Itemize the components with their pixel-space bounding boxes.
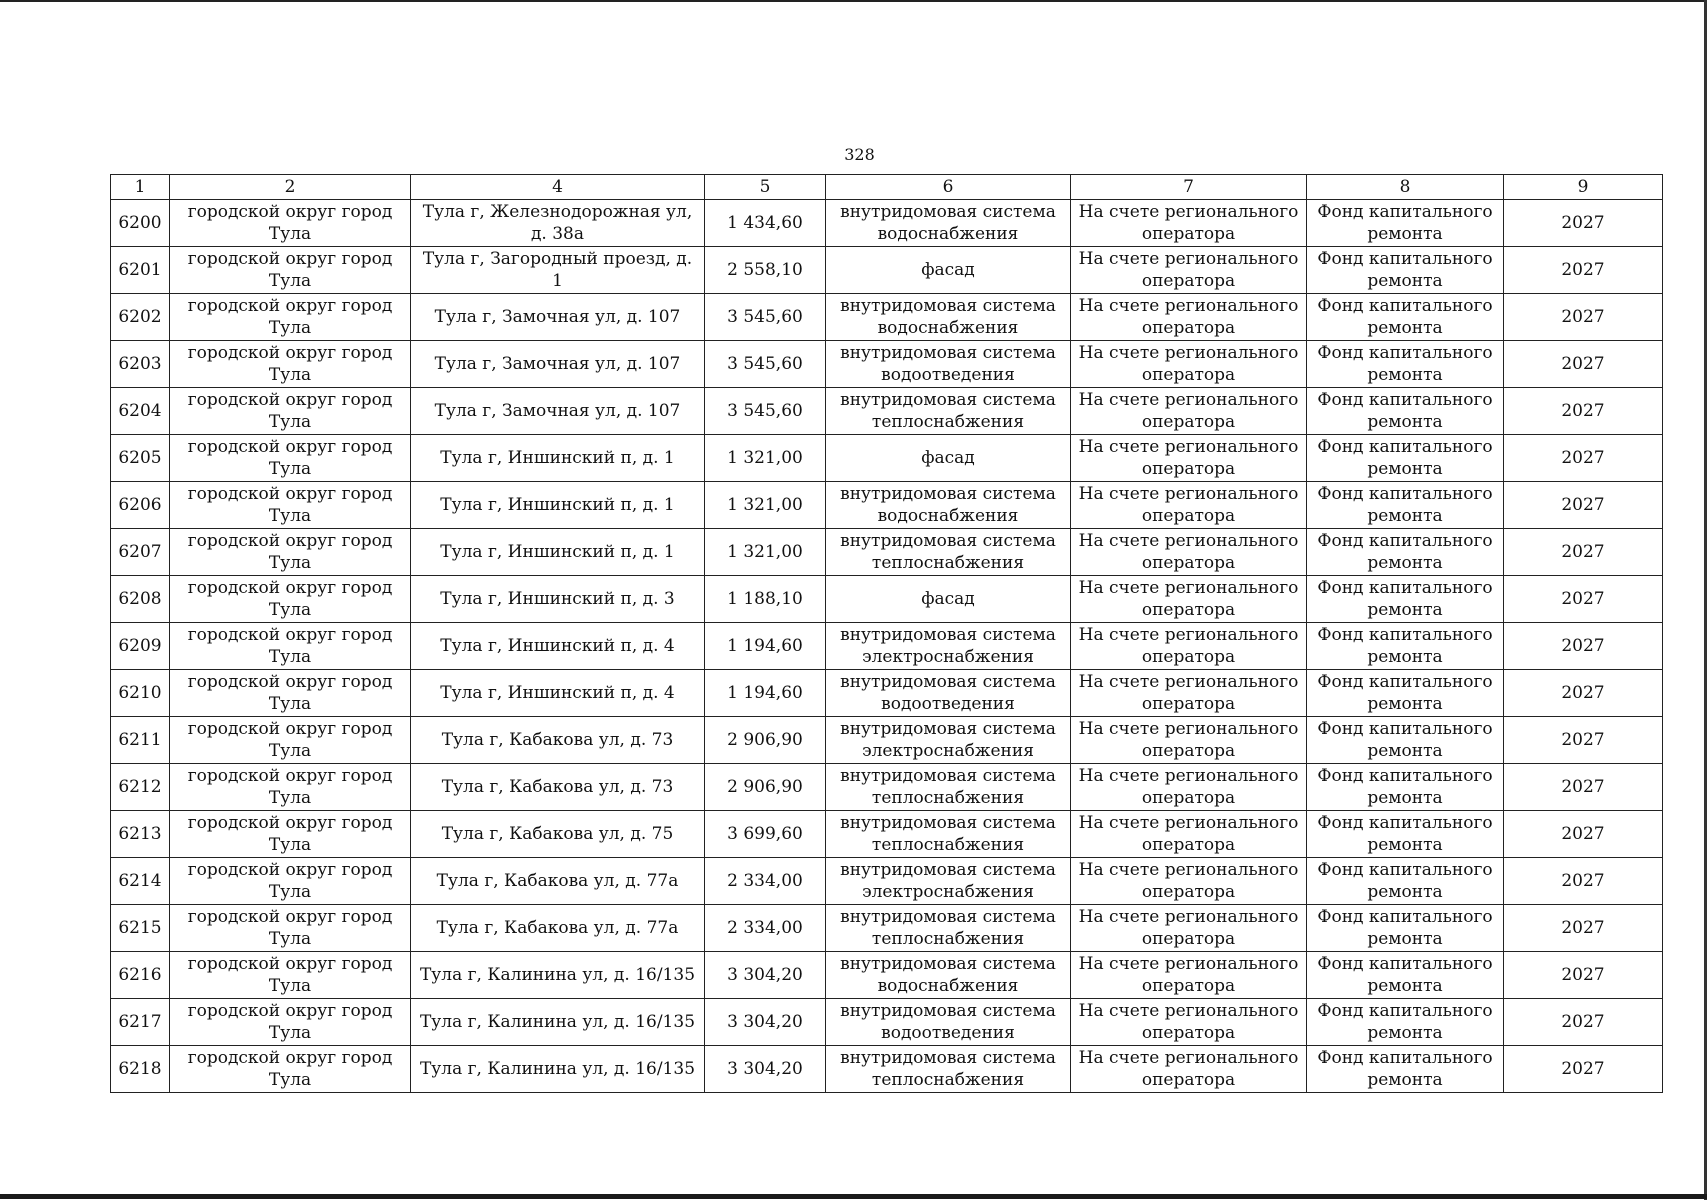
area-cell: 2 906,90 — [705, 764, 826, 811]
table-row — [111, 623, 1663, 670]
municipality-cell: городской округ город Тула — [170, 623, 411, 670]
address-cell: Тула г, Калинина ул, д. 16/135 — [411, 999, 705, 1046]
column-header: 1 — [111, 175, 170, 200]
address-cell: Тула г, Кабакова ул, д. 73 — [411, 717, 705, 764]
address-cell: Тула г, Иншинский п, д. 1 — [411, 529, 705, 576]
row-number-cell: 6216 — [111, 952, 170, 999]
table-row — [111, 529, 1663, 576]
work-type-cell: внутридомовая система электроснабжения — [826, 717, 1071, 764]
address-cell: Тула г, Иншинский п, д. 4 — [411, 670, 705, 717]
year-cell: 2027 — [1504, 200, 1663, 247]
table-row — [111, 388, 1663, 435]
funding-source-cell: Фонд капитального ремонта — [1307, 529, 1504, 576]
municipality-cell: городской округ город Тула — [170, 435, 411, 482]
fund-account-cell: На счете регионального оператора — [1071, 435, 1307, 482]
fund-account-cell: На счете регионального оператора — [1071, 200, 1307, 247]
table-row — [111, 811, 1663, 858]
row-number-cell: 6210 — [111, 670, 170, 717]
year-cell: 2027 — [1504, 1046, 1663, 1093]
funding-source-cell: Фонд капитального ремонта — [1307, 1046, 1504, 1093]
address-cell: Тула г, Замочная ул, д. 107 — [411, 341, 705, 388]
municipality-cell: городской округ город Тула — [170, 529, 411, 576]
scan-top-edge — [0, 0, 1707, 2]
funding-source-cell: Фонд капитального ремонта — [1307, 905, 1504, 952]
area-cell: 1 188,10 — [705, 576, 826, 623]
work-type-cell: внутридомовая система теплоснабжения — [826, 811, 1071, 858]
column-header: 2 — [170, 175, 411, 200]
funding-source-cell: Фонд капитального ремонта — [1307, 576, 1504, 623]
area-cell: 3 304,20 — [705, 999, 826, 1046]
fund-account-cell: На счете регионального оператора — [1071, 764, 1307, 811]
work-type-cell: внутридомовая система водоснабжения — [826, 482, 1071, 529]
funding-source-cell: Фонд капитального ремонта — [1307, 294, 1504, 341]
row-number-cell: 6215 — [111, 905, 170, 952]
row-number-cell: 6212 — [111, 764, 170, 811]
area-cell: 1 434,60 — [705, 200, 826, 247]
municipality-cell: городской округ город Тула — [170, 670, 411, 717]
row-number-cell: 6201 — [111, 247, 170, 294]
table-row — [111, 576, 1663, 623]
address-cell: Тула г, Калинина ул, д. 16/135 — [411, 1046, 705, 1093]
fund-account-cell: На счете регионального оператора — [1071, 294, 1307, 341]
year-cell: 2027 — [1504, 247, 1663, 294]
municipality-cell: городской округ город Тула — [170, 341, 411, 388]
address-cell: Тула г, Иншинский п, д. 1 — [411, 482, 705, 529]
funding-source-cell: Фонд капитального ремонта — [1307, 200, 1504, 247]
work-type-cell: внутридомовая система теплоснабжения — [826, 764, 1071, 811]
funding-source-cell: Фонд капитального ремонта — [1307, 764, 1504, 811]
funding-source-cell: Фонд капитального ремонта — [1307, 858, 1504, 905]
funding-source-cell: Фонд капитального ремонта — [1307, 717, 1504, 764]
row-number-cell: 6209 — [111, 623, 170, 670]
area-cell: 2 334,00 — [705, 858, 826, 905]
column-header: 5 — [705, 175, 826, 200]
area-cell: 3 545,60 — [705, 388, 826, 435]
row-number-cell: 6203 — [111, 341, 170, 388]
municipality-cell: городской округ город Тула — [170, 764, 411, 811]
address-cell: Тула г, Калинина ул, д. 16/135 — [411, 952, 705, 999]
table-row — [111, 764, 1663, 811]
address-cell: Тула г, Иншинский п, д. 3 — [411, 576, 705, 623]
fund-account-cell: На счете регионального оператора — [1071, 576, 1307, 623]
funding-source-cell: Фонд капитального ремонта — [1307, 999, 1504, 1046]
funding-source-cell: Фонд капитального ремонта — [1307, 670, 1504, 717]
fund-account-cell: На счете регионального оператора — [1071, 811, 1307, 858]
work-type-cell: внутридомовая система водоснабжения — [826, 952, 1071, 999]
address-cell: Тула г, Замочная ул, д. 107 — [411, 388, 705, 435]
table-row — [111, 905, 1663, 952]
column-number-row — [111, 175, 1663, 200]
year-cell: 2027 — [1504, 717, 1663, 764]
year-cell: 2027 — [1504, 388, 1663, 435]
municipality-cell: городской округ город Тула — [170, 482, 411, 529]
work-type-cell: внутридомовая система электроснабжения — [826, 858, 1071, 905]
table-row — [111, 482, 1663, 529]
fund-account-cell: На счете регионального оператора — [1071, 858, 1307, 905]
funding-source-cell: Фонд капитального ремонта — [1307, 482, 1504, 529]
fund-account-cell: На счете регионального оператора — [1071, 388, 1307, 435]
table-row — [111, 341, 1663, 388]
page-number: 328 — [844, 145, 875, 164]
table-row — [111, 1046, 1663, 1093]
row-number-cell: 6213 — [111, 811, 170, 858]
area-cell: 3 304,20 — [705, 1046, 826, 1093]
municipality-cell: городской округ город Тула — [170, 576, 411, 623]
column-header: 7 — [1071, 175, 1307, 200]
area-cell: 2 558,10 — [705, 247, 826, 294]
fund-account-cell: На счете регионального оператора — [1071, 670, 1307, 717]
year-cell: 2027 — [1504, 670, 1663, 717]
work-type-cell: фасад — [826, 435, 1071, 482]
column-header: 6 — [826, 175, 1071, 200]
year-cell: 2027 — [1504, 482, 1663, 529]
area-cell: 1 194,60 — [705, 670, 826, 717]
municipality-cell: городской округ город Тула — [170, 1046, 411, 1093]
year-cell: 2027 — [1504, 905, 1663, 952]
year-cell: 2027 — [1504, 576, 1663, 623]
work-type-cell: внутридомовая система водоотведения — [826, 341, 1071, 388]
row-number-cell: 6217 — [111, 999, 170, 1046]
fund-account-cell: На счете регионального оператора — [1071, 999, 1307, 1046]
area-cell: 3 545,60 — [705, 294, 826, 341]
funding-source-cell: Фонд капитального ремонта — [1307, 623, 1504, 670]
fund-account-cell: На счете регионального оператора — [1071, 341, 1307, 388]
address-cell: Тула г, Иншинский п, д. 1 — [411, 435, 705, 482]
year-cell: 2027 — [1504, 764, 1663, 811]
funding-source-cell: Фонд капитального ремонта — [1307, 247, 1504, 294]
address-cell: Тула г, Кабакова ул, д. 77а — [411, 905, 705, 952]
table-row — [111, 200, 1663, 247]
work-type-cell: внутридомовая система водоотведения — [826, 999, 1071, 1046]
municipality-cell: городской округ город Тула — [170, 294, 411, 341]
work-type-cell: внутридомовая система теплоснабжения — [826, 388, 1071, 435]
table-row — [111, 435, 1663, 482]
column-header: 9 — [1504, 175, 1663, 200]
work-type-cell: внутридомовая система водоснабжения — [826, 200, 1071, 247]
municipality-cell: городской округ город Тула — [170, 717, 411, 764]
address-cell: Тула г, Кабакова ул, д. 77а — [411, 858, 705, 905]
work-type-cell: внутридомовая система теплоснабжения — [826, 905, 1071, 952]
municipality-cell: городской округ город Тула — [170, 952, 411, 999]
area-cell: 1 194,60 — [705, 623, 826, 670]
column-header: 4 — [411, 175, 705, 200]
municipality-cell: городской округ город Тула — [170, 999, 411, 1046]
work-type-cell: внутридомовая система теплоснабжения — [826, 529, 1071, 576]
row-number-cell: 6208 — [111, 576, 170, 623]
row-number-cell: 6202 — [111, 294, 170, 341]
area-cell: 1 321,00 — [705, 529, 826, 576]
row-number-cell: 6214 — [111, 858, 170, 905]
row-number-cell: 6206 — [111, 482, 170, 529]
work-type-cell: внутридомовая система электроснабжения — [826, 623, 1071, 670]
fund-account-cell: На счете регионального оператора — [1071, 529, 1307, 576]
row-number-cell: 6211 — [111, 717, 170, 764]
row-number-cell: 6205 — [111, 435, 170, 482]
register-table — [110, 174, 1663, 1093]
area-cell: 2 906,90 — [705, 717, 826, 764]
table-row — [111, 999, 1663, 1046]
table-row — [111, 717, 1663, 764]
address-cell: Тула г, Иншинский п, д. 4 — [411, 623, 705, 670]
table-row — [111, 294, 1663, 341]
column-header: 8 — [1307, 175, 1504, 200]
row-number-cell: 6218 — [111, 1046, 170, 1093]
address-cell: Тула г, Кабакова ул, д. 75 — [411, 811, 705, 858]
fund-account-cell: На счете регионального оператора — [1071, 905, 1307, 952]
table-row — [111, 670, 1663, 717]
municipality-cell: городской округ город Тула — [170, 388, 411, 435]
area-cell: 1 321,00 — [705, 435, 826, 482]
year-cell: 2027 — [1504, 294, 1663, 341]
municipality-cell: городской округ город Тула — [170, 811, 411, 858]
table-row — [111, 247, 1663, 294]
area-cell: 3 699,60 — [705, 811, 826, 858]
year-cell: 2027 — [1504, 858, 1663, 905]
funding-source-cell: Фонд капитального ремонта — [1307, 388, 1504, 435]
work-type-cell: фасад — [826, 576, 1071, 623]
municipality-cell: городской округ город Тула — [170, 858, 411, 905]
work-type-cell: внутридомовая система теплоснабжения — [826, 1046, 1071, 1093]
table-row — [111, 858, 1663, 905]
year-cell: 2027 — [1504, 529, 1663, 576]
funding-source-cell: Фонд капитального ремонта — [1307, 435, 1504, 482]
area-cell: 3 545,60 — [705, 341, 826, 388]
funding-source-cell: Фонд капитального ремонта — [1307, 952, 1504, 999]
fund-account-cell: На счете регионального оператора — [1071, 482, 1307, 529]
address-cell: Тула г, Железнодорожная ул, д. 38а — [411, 200, 705, 247]
year-cell: 2027 — [1504, 952, 1663, 999]
year-cell: 2027 — [1504, 435, 1663, 482]
area-cell: 2 334,00 — [705, 905, 826, 952]
address-cell: Тула г, Замочная ул, д. 107 — [411, 294, 705, 341]
scan-bottom-edge — [0, 1194, 1707, 1199]
fund-account-cell: На счете регионального оператора — [1071, 952, 1307, 999]
table-row — [111, 952, 1663, 999]
row-number-cell: 6207 — [111, 529, 170, 576]
row-number-cell: 6204 — [111, 388, 170, 435]
work-type-cell: внутридомовая система водоснабжения — [826, 294, 1071, 341]
work-type-cell: внутридомовая система водоотведения — [826, 670, 1071, 717]
funding-source-cell: Фонд капитального ремонта — [1307, 341, 1504, 388]
municipality-cell: городской округ город Тула — [170, 247, 411, 294]
fund-account-cell: На счете регионального оператора — [1071, 717, 1307, 764]
area-cell: 1 321,00 — [705, 482, 826, 529]
row-number-cell: 6200 — [111, 200, 170, 247]
area-cell: 3 304,20 — [705, 952, 826, 999]
year-cell: 2027 — [1504, 811, 1663, 858]
fund-account-cell: На счете регионального оператора — [1071, 623, 1307, 670]
work-type-cell: фасад — [826, 247, 1071, 294]
funding-source-cell: Фонд капитального ремонта — [1307, 811, 1504, 858]
year-cell: 2027 — [1504, 341, 1663, 388]
fund-account-cell: На счете регионального оператора — [1071, 247, 1307, 294]
year-cell: 2027 — [1504, 999, 1663, 1046]
municipality-cell: городской округ город Тула — [170, 905, 411, 952]
year-cell: 2027 — [1504, 623, 1663, 670]
fund-account-cell: На счете регионального оператора — [1071, 1046, 1307, 1093]
table-body — [111, 175, 1663, 1093]
municipality-cell: городской округ город Тула — [170, 200, 411, 247]
address-cell: Тула г, Загородный проезд, д. 1 — [411, 247, 705, 294]
address-cell: Тула г, Кабакова ул, д. 73 — [411, 764, 705, 811]
